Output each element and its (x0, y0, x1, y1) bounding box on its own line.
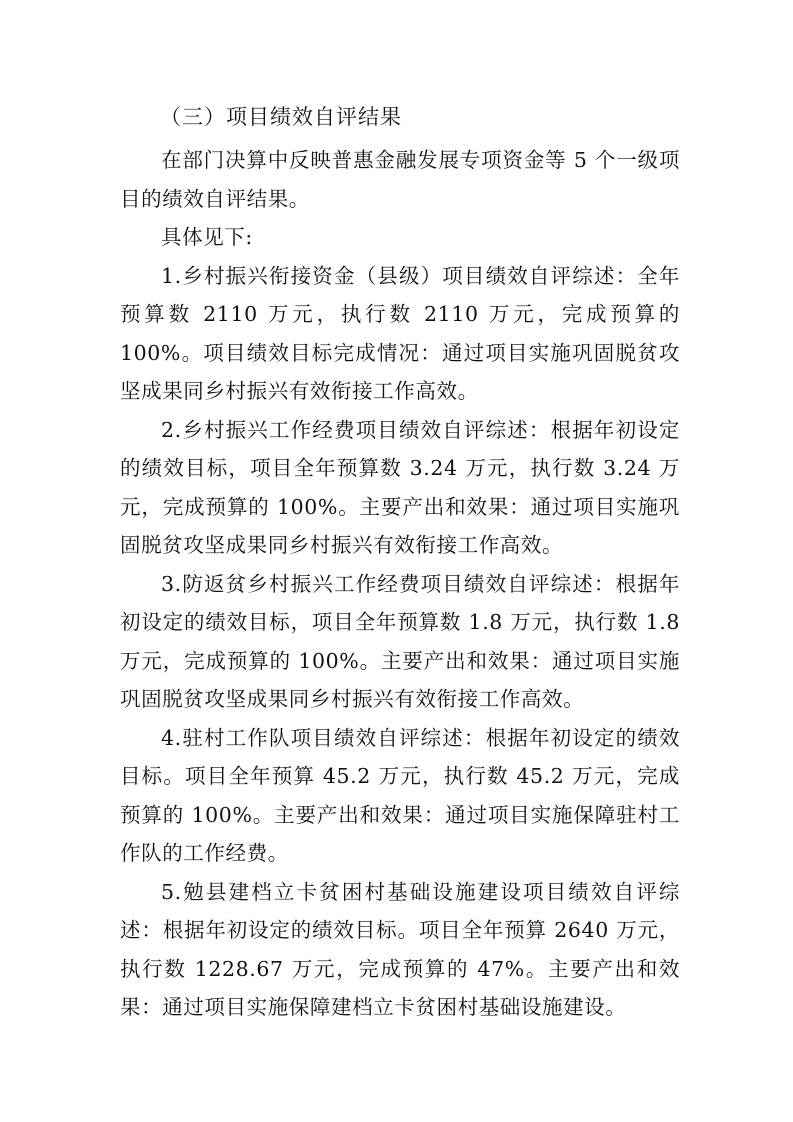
project-1-paragraph: 1.乡村振兴衔接资金（县级）项目绩效自评综述：全年预算数 2110 万元，执行数 2110 万元，完成预算的 100%。项目绩效目标完成情况：通过项目实施巩固脱贫攻坚成果同乡村振兴有效衔接工作高效。 (120, 263, 680, 403)
project-2-paragraph: 2.乡村振兴工作经费项目绩效自评综述：根据年初设定的绩效目标，项目全年预算数 3.24 万元，执行数 3.24 万元，完成预算的 100%。主要产出和效果：通过项目实施巩固脱贫攻坚成果同乡村振兴有效衔接工作高效。 (120, 417, 680, 557)
project-4-paragraph: 4.驻村工作队项目绩效自评综述：根据年初设定的绩效目标。项目全年预算 45.2 万元，执行数 45.2 万元，完成预算的 100%。主要产出和效果：通过项目实施保障驻村工作队的工作经费。 (120, 725, 680, 865)
project-5-paragraph: 5.勉县建档立卡贫困村基础设施建设项目绩效自评综述：根据年初设定的绩效目标。项目全年预算 2640 万元，执行数 1228.67 万元，完成预算的 47%。主要产出和效果：通过项目实施保障建档立卡贫困村基础设施建设。 (120, 879, 680, 1019)
details-lead-paragraph: 具体见下: (161, 225, 253, 249)
section-heading: （三）项目绩效自评结果 (160, 105, 402, 129)
intro-paragraph: 在部门决算中反映普惠金融发展专项资金等 5 个一级项目的绩效自评结果。 (120, 148, 680, 211)
project-3-paragraph: 3.防返贫乡村振兴工作经费项目绩效自评综述：根据年初设定的绩效目标，项目全年预算数 1.8 万元，执行数 1.8 万元，完成预算的 100%。主要产出和效果：通过项目实施巩固脱贫攻坚成果同乡村振兴有效衔接工作高效。 (120, 571, 680, 711)
document-body (120, 141, 680, 1027)
